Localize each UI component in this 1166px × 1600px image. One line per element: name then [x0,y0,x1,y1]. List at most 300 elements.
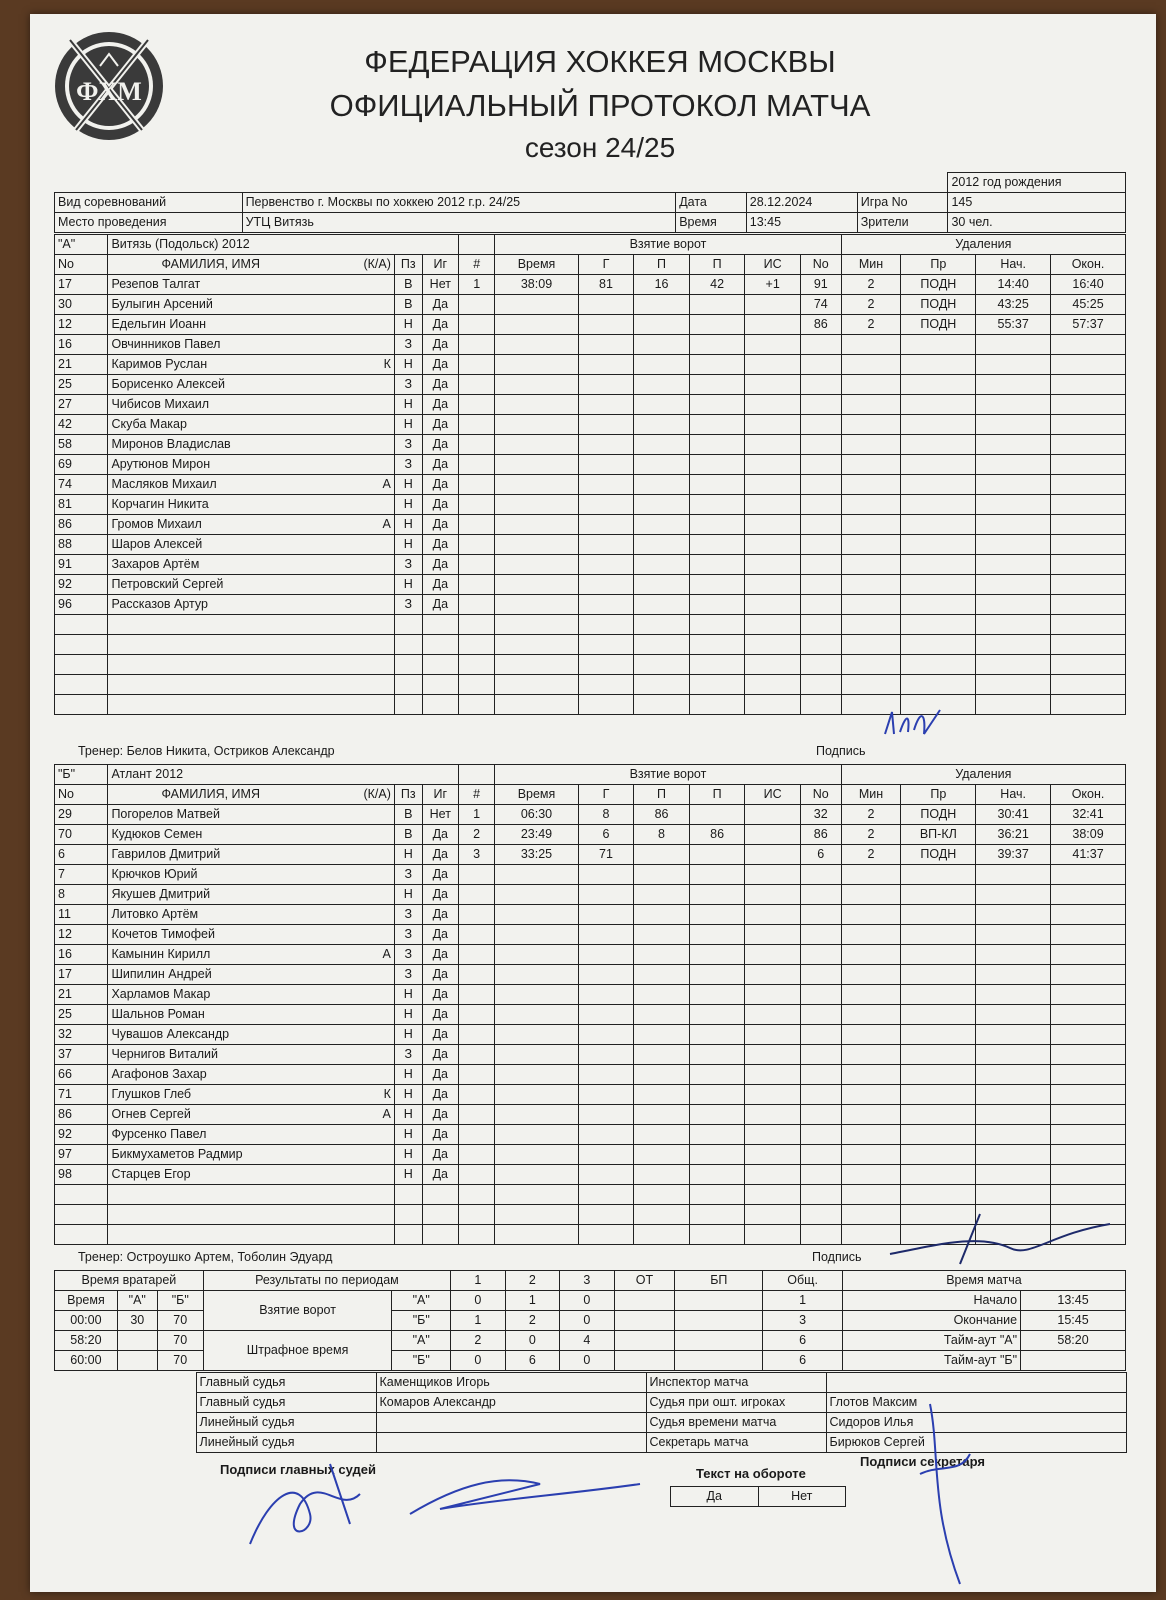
gk-row-a: 30 [117,1311,157,1331]
cell-no: 16 [55,335,108,355]
empty-row [55,675,1126,695]
cell-situation [745,1025,801,1045]
player-name: Чернигов Виталий [111,1047,219,1061]
game-value: 145 [948,193,1126,213]
cell-goal-num [459,515,495,535]
cell-situation [745,535,801,555]
cell-no: 7 [55,865,108,885]
cell-pz [394,1185,422,1205]
cell-pen-min: 2 [841,825,901,845]
col-pen-min: Мин [841,785,901,805]
cell-goal-num [459,475,495,495]
player-name-cell [108,1045,394,1065]
cell-pen-min [841,1025,901,1045]
col-ig: Иг [422,785,458,805]
cell-pen-start [976,865,1051,885]
cell-pen-end [1051,1005,1126,1025]
cell-pen-min [841,1145,901,1165]
cell-goal-scorer [578,655,634,675]
secretary-sign-label: Подписи секретаря [860,1454,985,1469]
col-goal-num: # [458,785,494,805]
player-name: Гаврилов Дмитрий [111,847,221,861]
cell-goal-num: 1 [458,805,494,825]
cell-pen-min [841,1045,901,1065]
cell-assist2 [689,295,745,315]
cell-assist1 [634,1125,690,1145]
cell-pen-min [841,945,901,965]
cell-situation [745,575,801,595]
player-name-cell [108,635,394,655]
cell-situation [745,415,801,435]
player-row [55,275,1126,295]
cell-no: 97 [55,1145,108,1165]
player-row [55,865,1126,885]
cell-pen-end [1051,695,1126,715]
player-row [55,1085,1126,1105]
cell-pen-no [800,495,841,515]
cell-pen-end [1051,535,1126,555]
cell-pen-reason [901,515,976,535]
player-name-cell [108,695,394,715]
player-name: Чувашов Александр [111,1027,230,1041]
cell-pen-no [800,945,841,965]
cell-pen-start [976,965,1051,985]
cell-assist2 [689,415,745,435]
cell-situation [745,375,801,395]
cell-goal-scorer [578,1125,634,1145]
cell-goal-time [495,1025,578,1045]
cell-goal-scorer [578,475,634,495]
cell-ig: Да [422,475,458,495]
cell-ig [422,1205,458,1225]
cell-assist1 [634,455,690,475]
cell-ig: Да [422,595,458,615]
cell-pz [394,695,422,715]
cell-ig [422,695,458,715]
team-b-sign-label: Подпись [812,1250,862,1264]
cell-pen-min [841,355,901,375]
cell-pen-end [1051,925,1126,945]
cell-goal-num [459,535,495,555]
cell-no: 69 [55,455,108,475]
col-pz: Пз [394,255,422,275]
cell-pz [394,1225,422,1245]
cell-ig: Да [422,575,458,595]
cell-goal-time [495,675,578,695]
cell-pen-min [841,1165,901,1185]
cell-no [55,1225,108,1245]
cell-goal-num [458,1025,494,1045]
cell-pen-reason [901,615,976,635]
cell-goal-scorer [578,395,634,415]
cell-pen-min [841,865,901,885]
cell-goal-scorer [578,455,634,475]
captain-mark: К [383,357,391,371]
cell-pen-start [976,1165,1051,1185]
cell-assist1 [634,435,690,455]
cell-no [55,695,108,715]
penbox-label: Судья при ошт. игроках [646,1393,826,1413]
cell-goal-time [495,375,578,395]
gk-row-time: 58:20 [55,1331,118,1351]
cell-pen-start [976,335,1051,355]
cell-pen-reason [901,1205,976,1225]
cell-goal-time [495,1065,578,1085]
cell-ig: Да [422,1065,458,1085]
secretary-label: Секретарь матча [646,1433,826,1453]
player-name: Погорелов Матвей [111,807,220,821]
player-name: Чибисов Михаил [111,397,210,411]
time-label: Время [676,213,747,233]
cell-pz [394,1205,422,1225]
cell-goal-time [495,1085,578,1105]
player-name-cell [108,1185,394,1205]
cell-pen-no: 86 [800,315,841,335]
cell-goal-num: 1 [459,275,495,295]
captain-mark: А [382,947,391,961]
cell-goal-num [459,695,495,715]
player-name-cell [108,615,394,635]
cell-assist2 [689,905,745,925]
cell-no: 74 [55,475,108,495]
team-b-goals-header: Взятие ворот [495,765,841,785]
pen-a-ot [614,1331,675,1351]
cell-goal-num [458,1145,494,1165]
cell-pz: Н [394,355,422,375]
goals-team-b: "Б" [392,1311,451,1331]
player-name-cell [108,455,394,475]
cell-pen-min [841,595,901,615]
cell-no: 71 [55,1085,108,1105]
player-row [55,475,1126,495]
cell-assist2 [689,335,745,355]
cell-pen-reason [901,355,976,375]
cell-pen-end: 16:40 [1051,275,1126,295]
cell-ig: Да [422,925,458,945]
cell-pen-end [1051,1045,1126,1065]
player-name-cell [108,885,394,905]
cell-pen-no [800,1165,841,1185]
start-label: Начало [842,1291,1020,1311]
player-name-cell [108,865,394,885]
player-row [55,1125,1126,1145]
cell-ig: Да [422,1145,458,1165]
cell-ig: Да [422,355,458,375]
cell-assist2 [689,495,745,515]
cell-pen-reason [901,1005,976,1025]
cell-goal-num [458,925,494,945]
cell-pen-end [1051,1225,1126,1245]
cell-pz: З [394,905,422,925]
date-label: Дата [676,193,747,213]
cell-pen-no: 91 [800,275,841,295]
col-no: No [55,785,108,805]
cell-pen-min [841,905,901,925]
player-name: Овчинников Павел [111,337,221,351]
cell-situation [745,335,801,355]
player-name: Едельгин Иоанн [111,317,207,331]
competition-value: Первенство г. Москвы по хоккею 2012 г.р. 24/25 [242,193,676,213]
cell-ig: Да [422,1125,458,1145]
cell-goal-scorer [578,905,634,925]
empty-row [55,635,1126,655]
cell-pz: Н [394,885,422,905]
cell-no: 25 [55,1005,108,1025]
cell-pen-no [800,335,841,355]
cell-pen-end [1051,555,1126,575]
cell-goal-time [495,985,578,1005]
cell-ig: Да [422,1045,458,1065]
team-b-tag: "Б" [55,765,108,785]
cell-pz: З [394,925,422,945]
cell-pen-start [976,535,1051,555]
empty-row [55,695,1126,715]
cell-pen-start [976,575,1051,595]
cell-goal-time [495,1045,578,1065]
ref-sign-label: Подписи главных судей [220,1462,377,1477]
cell-goal-scorer [578,965,634,985]
ref1-value: Каменщиков Игорь [376,1373,646,1393]
cell-ig [422,1185,458,1205]
col-goal-num: # [459,255,495,275]
cell-assist1 [634,535,690,555]
cell-goal-scorer [578,1025,634,1045]
empty-row [55,655,1126,675]
player-name: Миронов Владислав [111,437,231,451]
cell-situation [745,355,801,375]
cell-pz: З [394,965,422,985]
cell-assist2 [689,455,745,475]
cell-pen-no [800,985,841,1005]
team-a-name: Витязь (Подольск) 2012 [108,235,459,255]
cell-goal-num [458,865,494,885]
cell-situation [745,945,801,965]
cell-pen-no: 74 [800,295,841,315]
cell-pen-reason [901,1225,976,1245]
goals-row-label: Взятие ворот [203,1291,392,1331]
cell-pz: З [394,555,422,575]
gk-row-b: 70 [157,1351,203,1371]
col-pen-start: Нач. [976,255,1051,275]
player-name-cell [108,1165,394,1185]
cell-pz: Н [394,1125,422,1145]
cell-no: 96 [55,595,108,615]
cell-pen-start: 30:41 [976,805,1051,825]
cell-pz: Н [394,1065,422,1085]
cell-goal-scorer [578,555,634,575]
cell-pen-min [841,1105,901,1125]
player-name-cell [108,945,394,965]
cell-pen-reason: ПОДН [901,315,976,335]
cell-ig: Да [422,535,458,555]
cell-pen-no [800,965,841,985]
cell-pen-end [1051,655,1126,675]
goals-a-p1: 0 [451,1291,505,1311]
player-row [55,965,1126,985]
cell-no [55,635,108,655]
cell-pz: Н [394,845,422,865]
col-goal-scorer: Г [578,255,634,275]
cell-pen-start [976,945,1051,965]
player-row [55,495,1126,515]
col-pen-reason: Пр [901,255,976,275]
cell-goal-num [458,1225,494,1245]
ref1-label: Главный судья [196,1373,376,1393]
cell-assist1 [634,415,690,435]
cell-goal-scorer [578,985,634,1005]
cell-pen-no [800,1105,841,1125]
player-name: Борисенко Алексей [111,377,226,391]
cell-goal-num [459,395,495,415]
cell-pen-min: 2 [841,805,901,825]
player-name-cell [108,1025,394,1045]
cell-goal-time [495,965,578,985]
cell-pen-min [841,985,901,1005]
cell-assist2 [689,395,745,415]
cell-pen-end [1051,415,1126,435]
cell-pen-start [976,515,1051,535]
cell-situation [745,885,801,905]
period-3-header: 3 [560,1271,614,1291]
cell-ig [422,675,458,695]
goals-b-p3: 0 [560,1311,614,1331]
player-row [55,455,1126,475]
cell-goal-num [459,615,495,635]
cell-pen-no [800,575,841,595]
cell-no: 37 [55,1045,108,1065]
cell-situation [745,1105,801,1125]
cell-goal-scorer [578,1145,634,1165]
end-label: Окончание [842,1311,1020,1331]
cell-assist1 [634,1145,690,1165]
player-name-cell [108,825,394,845]
cell-pen-no [800,1065,841,1085]
cell-goal-num [458,1165,494,1185]
logo-text: ФХМ [76,77,142,106]
cell-goal-num [458,905,494,925]
cell-goal-num [458,965,494,985]
cell-pen-end [1051,375,1126,395]
cell-pen-no [800,1005,841,1025]
cell-goal-scorer [578,945,634,965]
player-name: Шаров Алексей [111,537,203,551]
cell-assist2 [689,435,745,455]
cell-pen-end [1051,635,1126,655]
col-goal-time: Время [495,785,578,805]
cell-pz: З [394,595,422,615]
cell-pz [394,675,422,695]
cell-pen-start [976,1185,1051,1205]
cell-no: 98 [55,1165,108,1185]
cell-pen-no [800,675,841,695]
cell-assist2 [689,805,745,825]
player-name-cell [108,315,394,335]
cell-pen-start: 55:37 [976,315,1051,335]
player-row [55,945,1126,965]
cell-situation [745,805,801,825]
cell-pen-reason [901,535,976,555]
cell-pen-min [841,495,901,515]
cell-ig [422,635,458,655]
pen-b-p3: 0 [560,1351,614,1371]
cell-pen-end [1051,515,1126,535]
cell-pen-start: 36:21 [976,825,1051,845]
goals-team-a: "А" [392,1291,451,1311]
player-name-cell [108,675,394,695]
cell-pen-no [800,1145,841,1165]
player-name: Арутюнов Мирон [111,457,211,471]
team-b-penalties-header: Удаления [841,765,1125,785]
cell-goal-scorer [578,1185,634,1205]
cell-assist2 [689,535,745,555]
season-title: сезон 24/25 [524,132,676,163]
player-name: Якушев Дмитрий [111,887,211,901]
cell-situation [745,1125,801,1145]
player-name-cell [108,555,394,575]
cell-pen-no [800,1225,841,1245]
cell-goal-time [495,555,578,575]
cell-assist2 [689,1045,745,1065]
player-name: Литовко Артём [111,907,199,921]
cell-pen-end [1051,575,1126,595]
cell-pz: Н [394,535,422,555]
cell-pz: В [394,275,422,295]
cell-goal-time [495,515,578,535]
cell-assist2 [689,1145,745,1165]
cell-pen-reason [901,555,976,575]
cell-goal-num [458,1185,494,1205]
cell-assist2 [689,1185,745,1205]
gk-row-a [117,1351,157,1371]
player-row [55,415,1126,435]
cell-pz: Н [394,395,422,415]
cell-pen-no: 86 [800,825,841,845]
cell-goal-time [495,865,578,885]
player-row [55,925,1126,945]
player-name: Огнев Сергей [111,1107,191,1121]
player-name: Булыгин Арсений [111,297,213,311]
cell-pen-no [800,635,841,655]
cell-pen-min [841,455,901,475]
col-assist2: П [689,255,745,275]
cell-situation [745,1145,801,1165]
cell-assist2 [689,1205,745,1225]
cell-no: 91 [55,555,108,575]
cell-pen-no [800,1125,841,1145]
cell-ig: Да [422,1085,458,1105]
cell-situation [745,495,801,515]
empty-row [55,1205,1126,1225]
cell-pen-no [800,1205,841,1225]
cell-pen-min [841,1005,901,1025]
cell-assist2 [689,555,745,575]
competition-label: Вид соревнований [55,193,243,213]
cell-pen-start [976,395,1051,415]
cell-pen-no [800,395,841,415]
cell-goal-num: 2 [458,825,494,845]
cell-ig: Да [422,1025,458,1045]
cell-no [55,1185,108,1205]
cell-goal-time: 38:09 [495,275,578,295]
cell-goal-time [495,885,578,905]
player-name: Бикмухаметов Радмир [111,1147,243,1161]
cell-pen-no [800,695,841,715]
cell-goal-num [458,1005,494,1025]
period-2-header: 2 [505,1271,559,1291]
cell-assist1 [634,845,690,865]
cell-pen-min [841,555,901,575]
col-assist2: П [689,785,745,805]
